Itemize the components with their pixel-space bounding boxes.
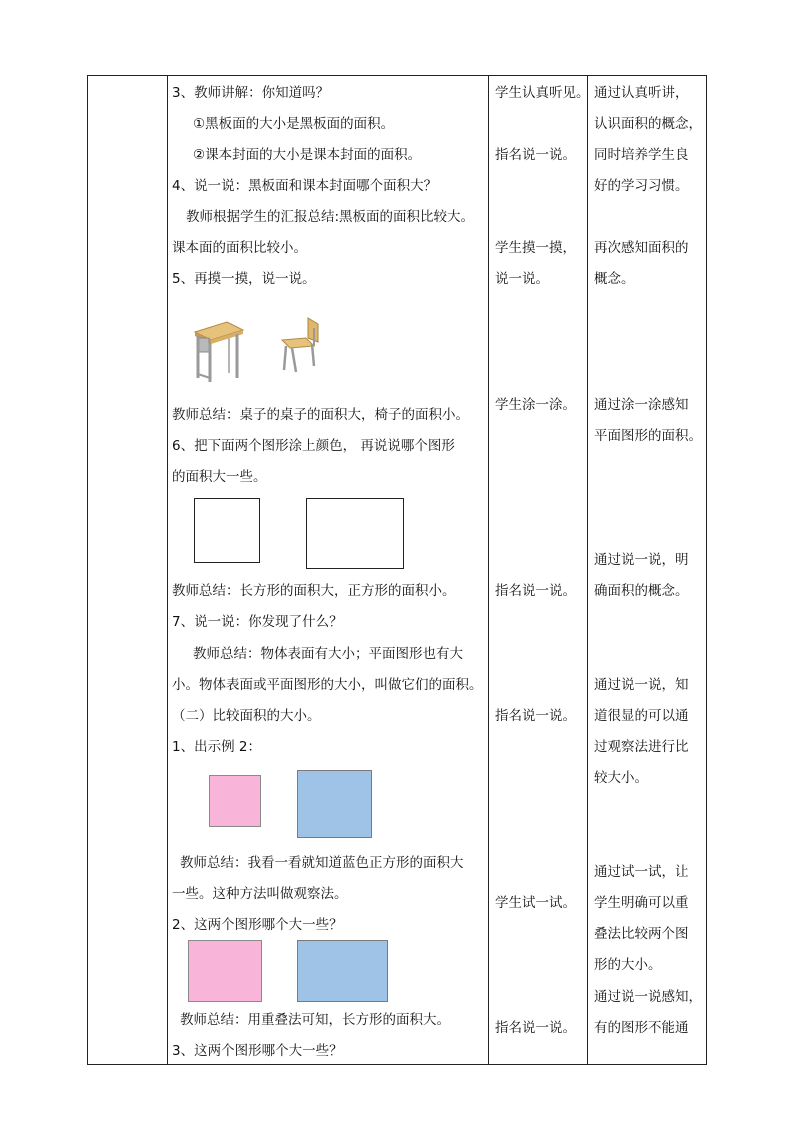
table-left-border: [87, 75, 88, 1065]
student-activity-4: 学生涂一涂。: [495, 397, 576, 413]
step-5-heading: 5、再摸一摸，说一说。: [172, 271, 316, 287]
intent-5-line-2: 道很显的可以通: [594, 708, 689, 724]
table-bottom-border: [87, 1064, 707, 1065]
intent-5-line-4: 较大小。: [594, 770, 648, 786]
teacher-summary-1-cont: 课本面的面积比较小。: [172, 240, 307, 256]
teacher-summary-2: 教师总结：桌子的桌子的面积大，椅子的面积小。: [172, 407, 469, 423]
intent-7-line-1: 通过说一说感知，: [594, 989, 702, 1005]
step-7-heading: 7、说一说：你发现了什么？: [172, 614, 343, 630]
intent-3-line-1: 通过涂一涂感知: [594, 397, 689, 413]
step-6-heading-cont: 的面积大一些。: [172, 469, 267, 485]
intent-5-line-3: 过观察法进行比: [594, 739, 689, 755]
intent-4-line-2: 确面积的概念。: [594, 583, 689, 599]
intent-3-line-2: 平面图形的面积。: [594, 428, 702, 444]
teacher-summary-5-cont: 一些。这种方法叫做观察法。: [172, 886, 348, 902]
teacher-summary-6: 教师总结：用重叠法可知，长方形的面积大。: [180, 1012, 450, 1028]
step-3-heading: 3、教师讲解：你知道吗？: [172, 85, 330, 101]
student-activity-1: 学生认真听见。: [495, 85, 590, 101]
student-activity-3-cont: 说一说。: [495, 271, 549, 287]
pink-square-2: [188, 940, 262, 1002]
desk-image: [193, 318, 245, 384]
teacher-summary-1: 教师根据学生的汇报总结:黑板面的面积比较大。: [186, 209, 475, 225]
intent-7-line-2: 有的图形不能通: [594, 1020, 689, 1036]
intent-1-line-3: 同时培养学生良: [594, 147, 689, 163]
table-top-border: [87, 75, 707, 76]
blue-square-1: [297, 770, 372, 838]
point-1: ①黑板面的大小是黑板面的面积。: [193, 116, 395, 132]
teacher-summary-4-cont: 小。物体表面或平面图形的大小，叫做它们的面积。: [172, 677, 483, 693]
example-2-heading: 1、出示例 2：: [172, 739, 261, 755]
intent-4-line-1: 通过说一说，明: [594, 552, 689, 568]
point-2: ②课本封面的大小是课本封面的面积。: [193, 147, 422, 163]
intent-2-line-1: 再次感知面积的: [594, 240, 689, 256]
question-3: 3、这两个图形哪个大一些？: [172, 1043, 343, 1059]
intent-6-line-1: 通过试一试，让: [594, 864, 689, 880]
student-activity-3: 学生摸一摸，: [495, 240, 576, 256]
blue-rectangle-2: [297, 940, 388, 1002]
table-right-border: [706, 75, 707, 1065]
empty-rectangle: [306, 498, 404, 569]
section-2-heading: （二）比较面积的大小。: [172, 708, 321, 724]
intent-6-line-2: 学生明确可以重: [594, 895, 689, 911]
student-activity-8: 指名说一说。: [495, 1020, 576, 1036]
chair-image: [278, 314, 324, 374]
intent-1-line-1: 通过认真听讲，: [594, 85, 689, 101]
step-6-heading: 6、把下面两个图形涂上颜色， 再说说哪个图形: [172, 438, 455, 454]
teacher-summary-4: 教师总结：物体表面有大小；平面图形也有大: [193, 646, 463, 662]
step-4-heading: 4、说一说：黑板面和课本封面哪个面积大？: [172, 178, 438, 194]
intent-5-line-1: 通过说一说，知: [594, 677, 689, 693]
column-divider-3: [587, 75, 588, 1065]
teacher-summary-3: 教师总结：长方形的面积大，正方形的面积小。: [172, 583, 456, 599]
question-2: 2、这两个图形哪个大一些？: [172, 917, 343, 933]
column-divider-1: [167, 75, 168, 1065]
intent-6-line-4: 形的大小。: [594, 957, 662, 973]
empty-square: [194, 498, 260, 563]
teacher-summary-5: 教师总结：我看一看就知道蓝色正方形的面积大: [180, 855, 464, 871]
student-activity-2: 指名说一说。: [495, 147, 576, 163]
column-divider-2: [488, 75, 489, 1065]
intent-1-line-4: 好的学习习惯。: [594, 178, 689, 194]
intent-2-line-2: 概念。: [594, 271, 635, 287]
intent-6-line-3: 叠法比较两个图: [594, 926, 689, 942]
student-activity-6: 指名说一说。: [495, 708, 576, 724]
student-activity-5: 指名说一说。: [495, 583, 576, 599]
student-activity-7: 学生试一试。: [495, 895, 576, 911]
pink-square-1: [209, 775, 261, 827]
intent-1-line-2: 认识面积的概念，: [594, 116, 702, 132]
